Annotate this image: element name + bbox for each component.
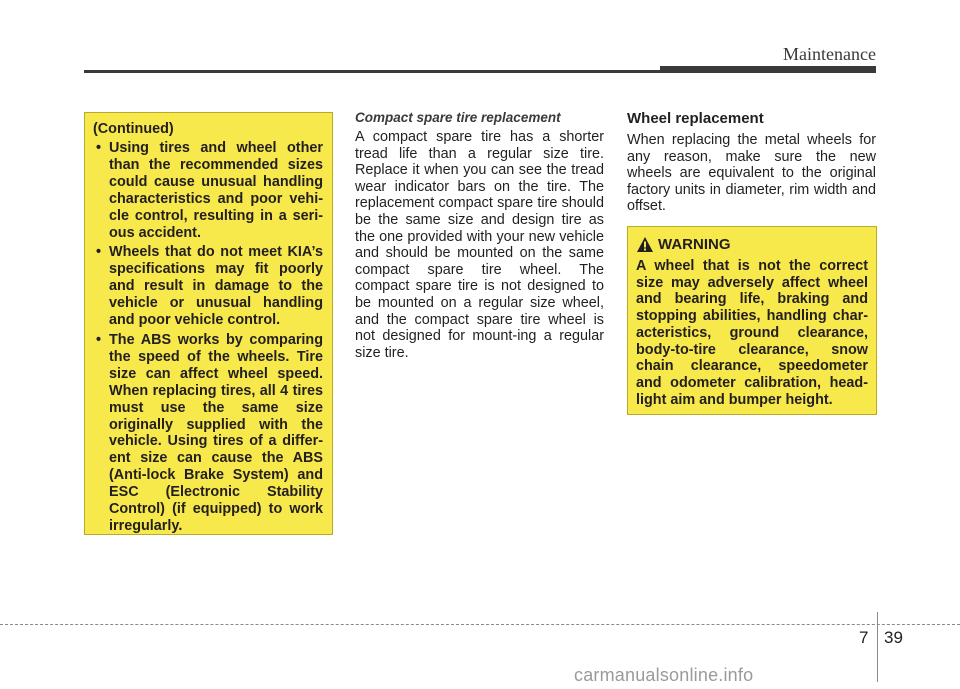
continued-label: (Continued) [93,121,174,137]
bullet-marker: • [96,140,102,156]
bullet-marker: • [96,244,102,261]
header-rule-accent [660,66,876,73]
caution-bullet-text: The ABS works by comparing the speed of the wheels. Tire size can affect wheel speed. When replacing tires, all 4 tires must use the same size originally supplied with the vehicle. Using tires of a differ-ent size can cause the ABS (Anti-lock Brake System) and ESC (Electronic Stability Control) (if equipped) to work irregularly. [109,331,323,534]
caution-bullet-text: Wheels that do not meet KIA’s specifications may fit poorly and result in damage to the vehicle or unusual handling and poor vehicle control. [109,244,323,329]
warning-box [627,226,877,415]
wheel-replacement-body: When replacing the metal wheels for any reason, make sure the new wheels are equivalent to the original factory units in diameter, rim width and offset. [627,132,876,215]
page-number: 39 [884,628,903,647]
compact-spare-section [355,110,604,361]
warning-title: WARNING [658,236,731,253]
continued-caution-box [84,112,333,535]
caution-bullet-list [93,140,323,535]
bullet-marker: • [96,331,102,348]
compact-spare-body: A compact spare tire has a shorter tread life than a regular size tire. Replace it when you can see the tread wear indicator bars on the tire. The replacement compact spare tire should be the same size and design tire as the one provided with your new vehicle and should be mounted on the same compact spare tire wheel. The compact spare tire is not designed to be mounted on a regular size wheel, and the compact spare tire wheel is not designed for mount-ing a regular size tire. [355,129,604,361]
section-title: Maintenance [783,44,876,64]
footer-divider [877,612,878,682]
footer-rule [0,624,960,625]
warning-body: A wheel that is not the correct size may adversely affect wheel and bearing life, braking and stopping abilities, handling char-acteristics, ground clearance, body-to-tire clearance, snow chain clearance, speedometer and odometer calibration, head-light aim and bumper height. [636,258,868,408]
caution-bullet [93,244,323,329]
caution-bullet-text: Using tires and wheel other than the recommended sizes could cause unusual handling characteristics and poor vehi-cle control, resulting in a seri-ous accident. [109,140,323,241]
wheel-replacement-heading: Wheel replacement [627,110,764,127]
caution-bullet [93,140,323,241]
compact-spare-heading: Compact spare tire replacement [355,110,561,125]
wheel-replacement-section [627,110,876,215]
warning-triangle-icon [636,236,654,253]
chapter-number: 7 [859,628,869,647]
warning-header [636,236,868,253]
watermark-text: carmanualsonline.info [574,665,754,685]
caution-bullet [93,332,323,535]
